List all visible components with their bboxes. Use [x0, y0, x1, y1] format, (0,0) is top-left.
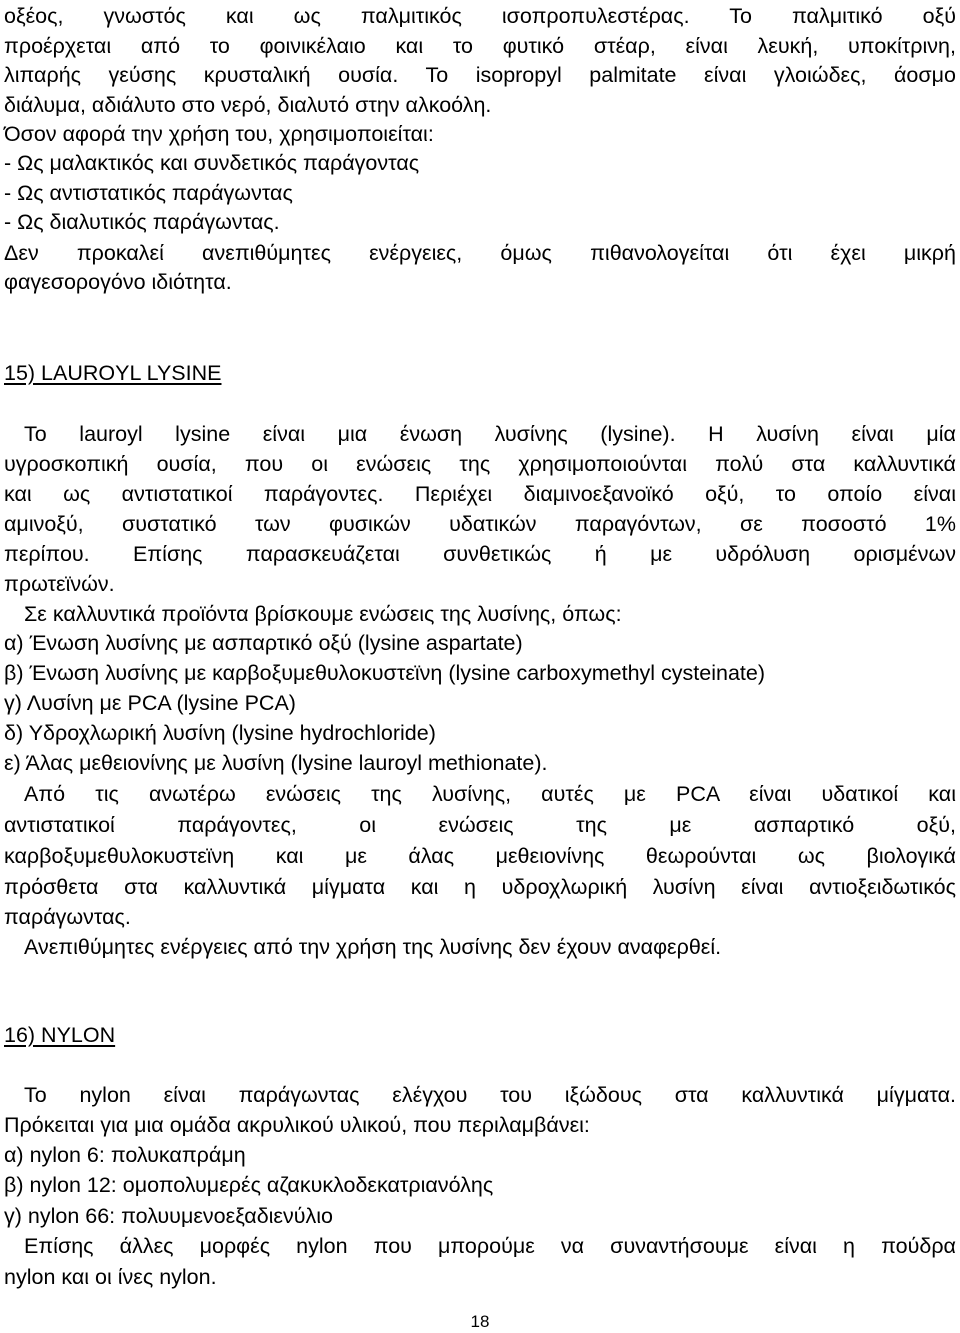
paragraph-line: περίπου. Επίσης παρασκευάζεται συνθετικώς ή με υδρόλυση ορισμένων	[4, 542, 956, 566]
section-heading-nylon: 16) NYLON	[4, 1023, 116, 1047]
paragraph-line: Το lauroyl lysine είναι μια ένωση λυσίνης (lysine). Η λυσίνη είναι μία	[24, 422, 956, 446]
paragraph-line: Ανεπιθύμητες ενέργειες από την χρήση της λυσίνης δεν έχουν αναφερθεί.	[24, 935, 722, 959]
paragraph-line: αμινοξύ, συστατικό των φυσικών υδατικών παραγόντων, σε ποσοστό 1%	[4, 512, 956, 536]
list-item: - Ως διαλυτικός παράγωντας.	[4, 210, 280, 234]
paragraph-line: Δεν προκαλεί ανεπιθύμητες ενέργειες, όμως πιθανολογείται ότι έχει μικρή	[4, 241, 956, 265]
paragraph-line: καρβοξυμεθυλοκυστεϊνη και με άλας μεθειονίνης θεωρούνται ως βιολογικά	[4, 844, 956, 868]
paragraph-line: φαγεσορογόνο ιδιότητα.	[4, 270, 232, 294]
paragraph-line: λιπαρής γεύσης κρυσταλική ουσία. Το isopropyl palmitate είναι γλοιώδες, άοσμο	[4, 63, 956, 87]
page-number: 18	[470, 1312, 490, 1331]
paragraph-line: Σε καλλυντικά προϊόντα βρίσκουμε ενώσεις της λυσίνης, όπως:	[24, 602, 622, 626]
paragraph-line: Το nylon είναι παράγωντας ελέγχου του ιξώδους στα καλλυντικά μίγματα.	[24, 1083, 956, 1107]
list-item: α) nylon 6: πολυκαπράμη	[4, 1143, 246, 1167]
paragraph-line: οξέος, γνωστός και ως παλμιτικός ισοπροπυλεστέρας. Το παλμιτικό οξύ	[4, 4, 956, 28]
paragraph-line: προέρχεται από το φοινικέλαιο και το φυτικό στέαρ, είναι λευκή, υποκίτρινη,	[4, 34, 956, 58]
paragraph-line: υγροσκοπική ουσία, που οι ενώσεις της χρησιμοποιούνται πολύ στα καλλυντικά	[4, 452, 956, 476]
paragraph-line: αντιστατικοί παράγοντες, οι ενώσεις της με ασπαρτικό οξύ,	[4, 813, 956, 837]
list-item: α) Ένωση λυσίνης με ασπαρτικό οξύ (lysine aspartate)	[4, 631, 523, 655]
paragraph-line: πρόσθετα στα καλλυντικά μίγματα και η υδροχλωρική λυσίνη είναι αντιοξειδωτικός	[4, 875, 956, 899]
list-item: δ) Υδροχλωρική λυσίνη (lysine hydrochloride)	[4, 721, 436, 745]
list-item: - Ως μαλακτικός και συνδετικός παράγοντας	[4, 151, 420, 175]
paragraph-line: διάλυμα, αδιάλυτο στο νερό, διαλυτό στην αλκοόλη.	[4, 93, 492, 117]
list-item: ε) Άλας μεθειονίνης με λυσίνη (lysine lauroyl methionate).	[4, 751, 548, 775]
paragraph-line: Από τις ανωτέρω ενώσεις της λυσίνης, αυτές με PCA είναι υδατικοί και	[24, 782, 956, 806]
list-item: - Ως αντιστατικός παράγωντας	[4, 181, 293, 205]
paragraph-line: nylon και οι ίνες nylon.	[4, 1265, 217, 1289]
list-item: γ) Λυσίνη με PCA (lysine PCA)	[4, 691, 296, 715]
list-item: β) Ένωση λυσίνης με καρβοξυμεθυλοκυστεϊνη (lysine carboxymethyl cysteinate)	[4, 661, 766, 685]
section-heading-lauroyl-lysine: 15) LAUROYL LYSINE	[4, 361, 222, 385]
paragraph-line: Πρόκειται για μια ομάδα ακρυλικού υλικού, που περιλαμβάνει:	[4, 1113, 590, 1137]
paragraph-line: παράγωντας.	[4, 905, 131, 929]
list-item: γ) nylon 66: πολυυμενοεξαδιενύλιο	[4, 1204, 334, 1228]
paragraph-line: Επίσης άλλες μορφές nylon που μπορούμε να συναντήσουμε είναι η πούδρα	[24, 1234, 956, 1258]
paragraph-line: και ως αντιστατικοί παράγοντες. Περιέχει διαμινοεξανοϊκό οξύ, το οποίο είναι	[4, 482, 956, 506]
paragraph-line: πρωτεϊνών.	[4, 572, 115, 596]
paragraph-line: Όσον αφορά την χρήση του, χρησιμοποιείται:	[4, 122, 434, 146]
list-item: β) nylon 12: ομοπολυμερές αζακυκλοδεκατριανόλης	[4, 1173, 494, 1197]
